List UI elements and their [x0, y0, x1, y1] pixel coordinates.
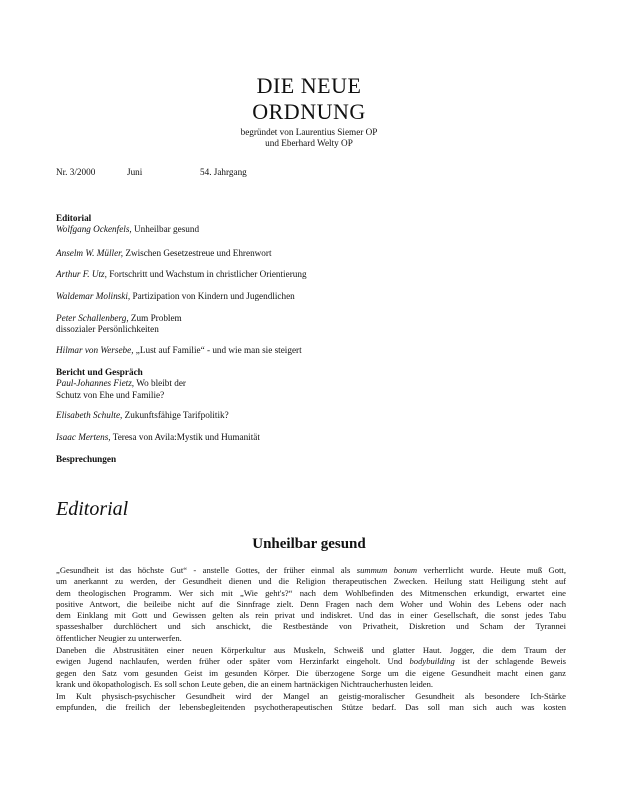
text-line: krank und ökopathologisch. Es soll schon Leute geben, die an einem hartnäckigen Nichtraucherhusten leiden.	[56, 678, 434, 689]
toc-editorial-group	[56, 213, 576, 236]
toc-reviews-heading: Besprechungen	[56, 454, 117, 464]
text-line: dem Einklang mit Gott und Gewissen gelten als rein privat und indiskret. Und das in einer Gesellschaft, die sonst jedes Tabu	[56, 610, 566, 621]
toc-author: Anselm W. Müller,	[56, 248, 124, 258]
text-line: dem theologischen Programm. Wer sich mit „Wie geht's?“ nach dem Wohlbefinden des Mitmenschen erkundigt, erwartet eine	[56, 587, 566, 598]
toc-title: Teresa von Avila:Mystik und Humanität	[110, 432, 260, 442]
toc-author: Wolfgang Ockenfels,	[56, 224, 132, 235]
text-line: spasseshalber durchlöchert und sich anschickt, die Restbestände von Privatheit, Diskretion und Scham der Tyrannei	[56, 621, 566, 632]
article-title: Unheilbar gesund	[252, 536, 366, 552]
toc-entry[interactable]	[56, 224, 576, 235]
text-line: öffentlicher Neugier zu unterwerfen.	[56, 632, 182, 643]
toc-title: Fortschritt und Wachstum in christlicher Orientierung	[106, 269, 307, 279]
toc-author: Peter Schallenberg,	[56, 313, 129, 323]
text-line: empfunden, die freilich der lebensbegleitenden psychotherapeutischen Stütze bedarf. Das soll man sich auch was kosten	[56, 702, 566, 713]
text-line: um anerkannt zu werden, der Gesundheit dienen und die Religion therapeutischen Zwecken. Heilung statt Heiligung steht auf	[56, 576, 566, 587]
journal-title-line2: ORDNUNG	[252, 99, 366, 124]
toc-entry[interactable]	[56, 291, 576, 302]
toc-editorial-heading: Editorial	[56, 213, 92, 223]
toc-title: Zukunftsfähige Tarifpolitik?	[122, 410, 229, 420]
toc-title-continued: dissozialer Persönlichkeiten	[56, 324, 159, 335]
toc-entry[interactable]	[56, 345, 576, 356]
issue-number: Nr. 3/2000	[56, 167, 96, 177]
text-line: „Gesundheit ist das höchste Gut“ - anstelle Gottes, der früher einmal als summum bonum verherrlicht wurde. Heute muß Gott,	[56, 565, 566, 575]
journal-title-line1: DIE NEUE	[256, 73, 362, 98]
toc-report-group	[56, 367, 576, 401]
toc-author: Paul-Johannes Fietz,	[56, 378, 135, 389]
emphasis-text: bodybuilding	[409, 656, 455, 667]
section-heading-editorial: Editorial	[56, 498, 129, 520]
text-line: Im Kult physisch-psychischer Gesundheit wird der Mangel an geistig-moralischer Gesundheit als besondere Ich-Stärke	[56, 691, 566, 701]
toc-author: Hilmar von Wersebe,	[56, 345, 134, 355]
toc-author: Waldemar Molinski,	[56, 291, 131, 301]
toc-title: Zum Problem	[128, 313, 182, 323]
text-line: Daneben die Abstrusitäten einer neuen Körperkultur aus Muskeln, Schweiß und glatter Haut. Jogger, die dem Traum der	[56, 645, 566, 655]
founders-line2: und Eberhard Welty OP	[265, 138, 353, 148]
toc-title-continued: Schutz von Ehe und Familie?	[56, 389, 165, 400]
issue-volume: 54. Jahrgang	[200, 167, 247, 177]
toc-author: Arthur F. Utz,	[56, 269, 107, 279]
text-line: ewigen Jugend nachlaufen, werden früher oder später vom Herzinfarkt eingeholt. Und bodybuilding ist der schlagende Beweis	[56, 656, 566, 667]
issue-month: Juni	[127, 167, 143, 177]
toc-title: Wo bleibt der	[134, 378, 186, 389]
toc-reviews[interactable]	[56, 454, 576, 465]
toc-entry[interactable]	[56, 432, 576, 443]
toc-author: Elisabeth Schulte,	[56, 410, 123, 420]
toc-report-heading: Bericht und Gespräch	[56, 367, 143, 377]
toc-title: „Lust auf Familie“ - und wie man sie steigert	[133, 345, 302, 355]
toc-author: Isaac Mertens,	[56, 432, 111, 442]
toc-title: Partizipation von Kindern und Jugendlichen	[130, 291, 295, 301]
emphasis-text: summum bonum	[356, 565, 418, 575]
toc-title: Unheilbar gesund	[131, 224, 200, 235]
toc-entry[interactable]	[56, 313, 576, 336]
toc-title: Zwischen Gesetzestreue und Ehrenwort	[123, 248, 272, 258]
toc-entry[interactable]	[56, 269, 576, 280]
text-line: gegen den Satz vom gesunden Geist im gesunden Körper. Die überzogene Sorge um die eigene Gesundheit macht einen ganz	[56, 667, 566, 678]
toc-entry[interactable]	[56, 248, 576, 259]
text-line: positive Antwort, die beileibe nicht auf die Sinnfrage zielt. Denn Fragen nach dem Woher und Wohin des Lebens oder nach	[56, 598, 566, 609]
founders-line1: begründet von Laurentius Siemer OP	[240, 127, 378, 137]
toc-entry[interactable]	[56, 410, 576, 421]
article-paragraph-2	[56, 645, 566, 690]
toc-entry[interactable]	[56, 378, 576, 389]
article-paragraph-1	[56, 565, 566, 644]
article-paragraph-3	[56, 691, 566, 714]
